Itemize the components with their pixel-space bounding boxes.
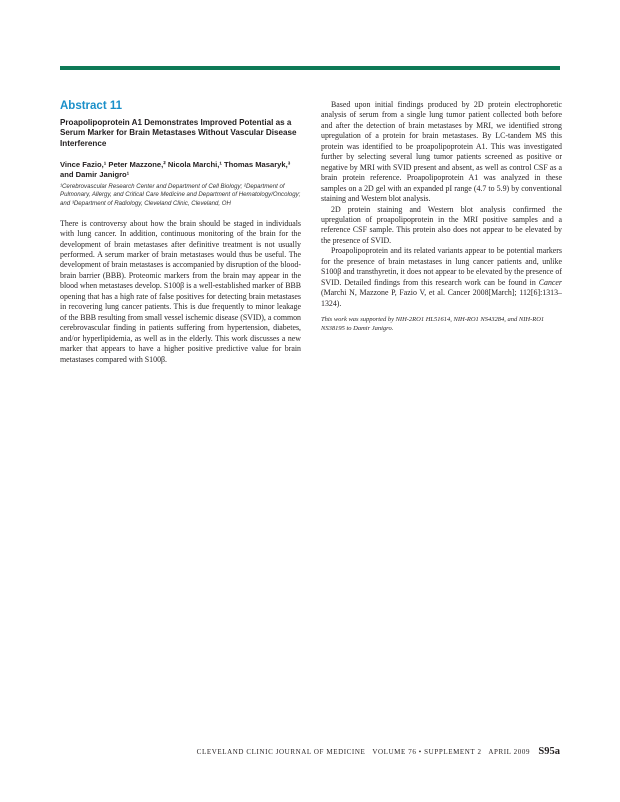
left-column bbox=[60, 100, 301, 365]
page-number: S95a bbox=[538, 746, 560, 757]
author-list: Vince Fazio,¹ Peter Mazzone,² Nicola Marchi,¹ Thomas Masaryk,³ and Damir Janigro¹ bbox=[60, 159, 291, 179]
abstract-title: Proapolipoprotein A1 Demonstrates Improved Potential as a Serum Marker for Brain Metastases Without Vascular Disease Interference bbox=[60, 118, 297, 148]
funding-note: This work was supported by NIH-2RO1 HL51614, NIH-RO1 NS43284, and NIH-RO1 NS38195 to Damir Janigro. bbox=[321, 316, 545, 332]
body-paragraph-4 bbox=[321, 246, 562, 309]
journal-title: Cancer bbox=[538, 277, 562, 287]
page-footer bbox=[60, 746, 560, 757]
top-rule bbox=[60, 66, 560, 70]
body-paragraph-1: There is controversy about how the brain should be staged in individuals with lung cancer. In addition, continuous monitoring of the brain for the development of brain metastases after definitive treatment is not usually performed. A serum marker of brain metastases would thus be useful. The development of brain metastases is accompanied by disruption of the blood-brain barrier (BBB). Proteomic markers from the brain may appear in the blood when metastases develop. S100β is a well-established marker of BBB opening that has a high rate of false positives for detecting brain metastases in recovering lung cancer patients. This is due frequently to minor leakage of the BBB resulting from small vessel ischemic disease (SVID), a common cerebrovascular finding in patients suffering from hypertension, diabetes, and/or hyperlipidemia, as well as in the elderly. This work discusses a new marker that appears to have a higher positive predictive value for brain metastases compared with S100β. bbox=[60, 218, 301, 364]
abstract-number: Abstract 11 bbox=[60, 100, 123, 112]
affiliations: ¹Cerebrovascular Research Center and Department of Cell Biology; ²Department of Pulmonary, Allergy, and Critical Care Medicine and Department of Hematology/Oncology; and ³Department of Radiology, Cleveland Clinic, Cleveland, OH bbox=[60, 182, 301, 208]
paragraph-4-text-start: Proapolipoprotein and its related variants appear to be potential markers for the presence of brain metastases in lung cancer patients and, unlike S100β and transthyretin, it does not appear to be elevated by the presence of SVID. Detailed findings from this research work can be found in bbox=[321, 246, 562, 287]
right-column bbox=[321, 100, 562, 333]
footer-date: APRIL 2009 bbox=[488, 748, 531, 756]
paragraph-4-text-end: (Marchi N, Mazzone P, Fazio V, et al. Cancer 2008[March]; 112[6]:1313–1324). bbox=[321, 288, 562, 308]
footer-journal: CLEVELAND CLINIC JOURNAL OF MEDICINE bbox=[196, 748, 366, 756]
body-paragraph-2: Based upon initial findings produced by 2D protein electrophoretic analysis of serum from a single lung tumor patient collected both before and after the detection of brain metastases by MRI, we identified strong upregulation of a protein for brain metastases. By LC-tandem MS this protein was identified to be proapolipoprotein A1. This was investigated further by selecting several lung tumor patients screened as positive or negative by MRI with SVID present and absent, as well as control CSF as a brain protein reference. Proapolipoprotein A1 was analyzed in these samples on a 2D gel with an expanded pI range (4.7 to 5.9) by conventional staining and Western blot analysis. bbox=[321, 100, 562, 204]
footer-volume: VOLUME 76 • SUPPLEMENT 2 bbox=[372, 748, 482, 756]
body-paragraph-3: 2D protein staining and Western blot analysis confirmed the upregulation of proapolipoprotein in the MRI positive samples and a reference CSF sample. This protein also does not appear to be elevated by the presence of SVID. bbox=[321, 204, 562, 245]
